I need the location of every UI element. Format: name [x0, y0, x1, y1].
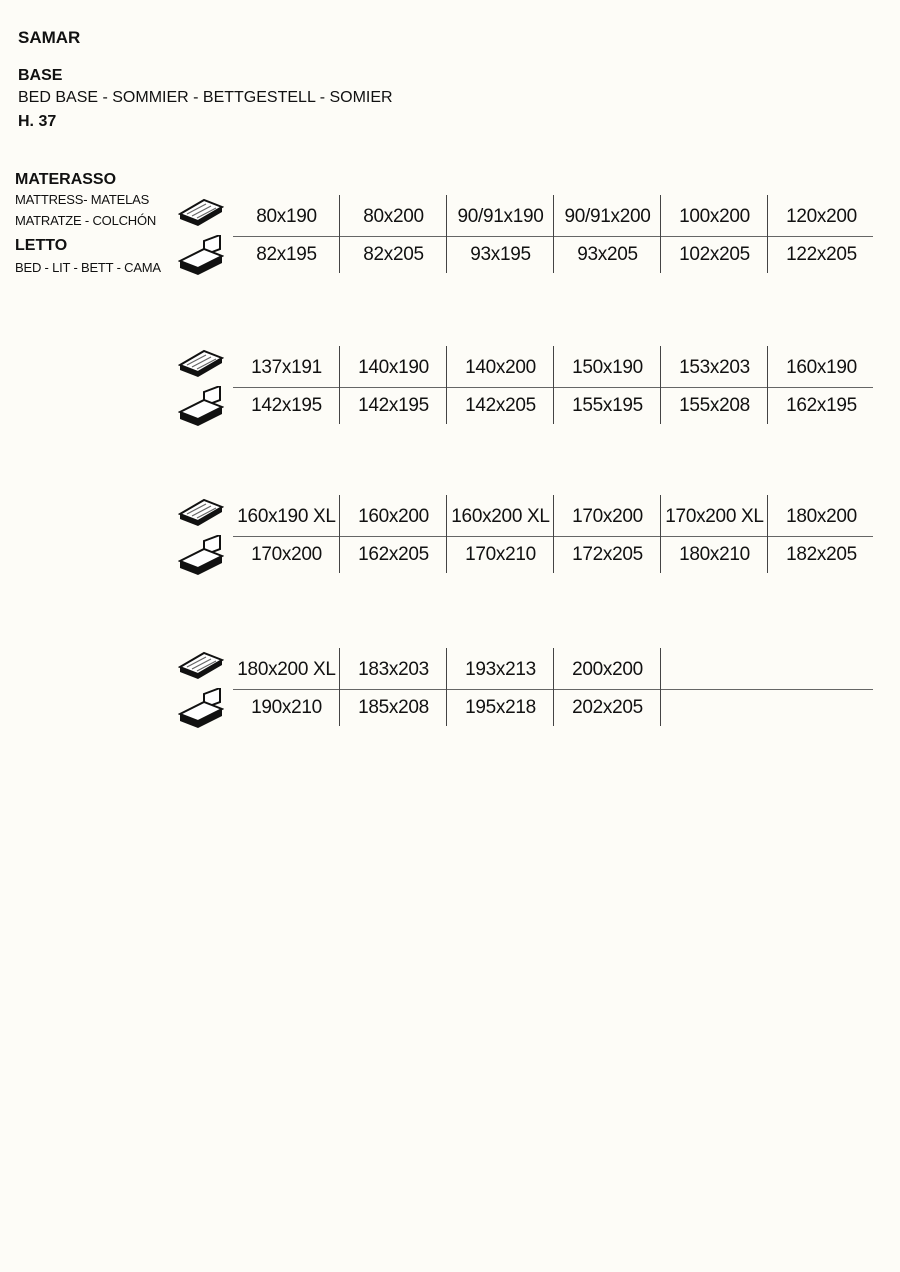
column-divider [660, 195, 661, 273]
bed-size-cell: 172x205 [572, 544, 643, 565]
column-divider [553, 346, 554, 424]
mattress-size-cell: 170x200 [572, 506, 643, 527]
mattress-size-cell: 140x200 [465, 357, 536, 378]
mattress-icon [178, 496, 224, 528]
mattress-size-cell: 140x190 [358, 357, 429, 378]
column-divider [660, 346, 661, 424]
column-divider [767, 346, 768, 424]
mattress-size-cell: 170x200 XL [665, 506, 764, 527]
bed-size-cell: 82x205 [363, 244, 424, 265]
column-divider [660, 648, 661, 726]
bed-size-cell: 155x195 [572, 395, 643, 416]
mattress-size-cell: 193x213 [465, 659, 536, 680]
bed-size-cell: 93x205 [577, 244, 638, 265]
column-divider [446, 495, 447, 573]
bed-size-cell: 82x195 [256, 244, 317, 265]
column-divider [767, 495, 768, 573]
mattress-title: MATERASSO [15, 171, 117, 188]
bed-size-cell: 170x210 [465, 544, 536, 565]
bed-frame-icon [178, 688, 224, 730]
column-divider [553, 195, 554, 273]
bed-size-cell: 162x205 [358, 544, 429, 565]
mattress-icon [178, 347, 224, 379]
mattress-size-cell: 100x200 [679, 206, 750, 227]
size-table [233, 199, 873, 273]
mattress-size-cell: 180x200 XL [237, 659, 336, 680]
bed-size-cell: 142x205 [465, 395, 536, 416]
bed-size-cell: 102x205 [679, 244, 750, 265]
mattress-size-cell: 153x203 [679, 357, 750, 378]
bed-size-cell: 185x208 [358, 697, 429, 718]
bed-size-cell: 93x195 [470, 244, 531, 265]
bed-size-cell: 142x195 [251, 395, 322, 416]
column-divider [339, 195, 340, 273]
bed-size-cell: 190x210 [251, 697, 322, 718]
bed-title: LETTO [15, 237, 68, 254]
bed-frame-icon [178, 386, 224, 428]
bed-size-cell: 180x210 [679, 544, 750, 565]
bed-size-cell: 170x200 [251, 544, 322, 565]
column-divider [446, 195, 447, 273]
bed-size-cell: 155x208 [679, 395, 750, 416]
mattress-size-cell: 120x200 [786, 206, 857, 227]
base-label: BASE [18, 67, 63, 84]
height-label: H. 37 [18, 113, 57, 130]
size-table [233, 350, 873, 424]
mattress-icon [178, 649, 224, 681]
bed-size-cell: 202x205 [572, 697, 643, 718]
mattress-icon [178, 196, 224, 228]
column-divider [339, 495, 340, 573]
column-divider [553, 648, 554, 726]
mattress-subtitle-1: MATTRESS- MATELAS [15, 192, 150, 207]
bed-size-cell: 162x195 [786, 395, 857, 416]
mattress-size-cell: 160x190 [786, 357, 857, 378]
column-divider [339, 346, 340, 424]
bed-size-cell: 122x205 [786, 244, 857, 265]
mattress-size-cell: 180x200 [786, 506, 857, 527]
mattress-size-cell: 200x200 [572, 659, 643, 680]
mattress-size-cell: 80x200 [363, 206, 424, 227]
mattress-size-cell: 137x191 [251, 357, 322, 378]
bed-size-cell: 142x195 [358, 395, 429, 416]
column-divider [553, 495, 554, 573]
mattress-subtitle-2: MATRATZE - COLCHÓN [15, 213, 157, 228]
column-divider [446, 648, 447, 726]
bed-subtitle: BED - LIT - BETT - CAMA [15, 260, 161, 275]
mattress-size-cell: 150x190 [572, 357, 643, 378]
size-table [233, 652, 873, 726]
bed-size-cell: 195x218 [465, 697, 536, 718]
column-divider [767, 195, 768, 273]
mattress-size-cell: 160x200 XL [451, 506, 550, 527]
mattress-size-cell: 160x190 XL [237, 506, 336, 527]
column-divider [339, 648, 340, 726]
mattress-size-cell: 90/91x190 [457, 206, 544, 227]
bed-size-cell: 182x205 [786, 544, 857, 565]
column-divider [660, 495, 661, 573]
mattress-size-cell: 160x200 [358, 506, 429, 527]
size-table [233, 499, 873, 573]
column-divider [446, 346, 447, 424]
mattress-size-cell: 183x203 [358, 659, 429, 680]
mattress-size-cell: 80x190 [256, 206, 317, 227]
bed-frame-icon [178, 535, 224, 577]
bed-frame-icon [178, 235, 224, 277]
mattress-size-cell: 90/91x200 [564, 206, 651, 227]
base-translations: BED BASE - SOMMIER - BETTGESTELL - SOMIER [18, 89, 393, 106]
product-title: SAMAR [18, 28, 81, 47]
